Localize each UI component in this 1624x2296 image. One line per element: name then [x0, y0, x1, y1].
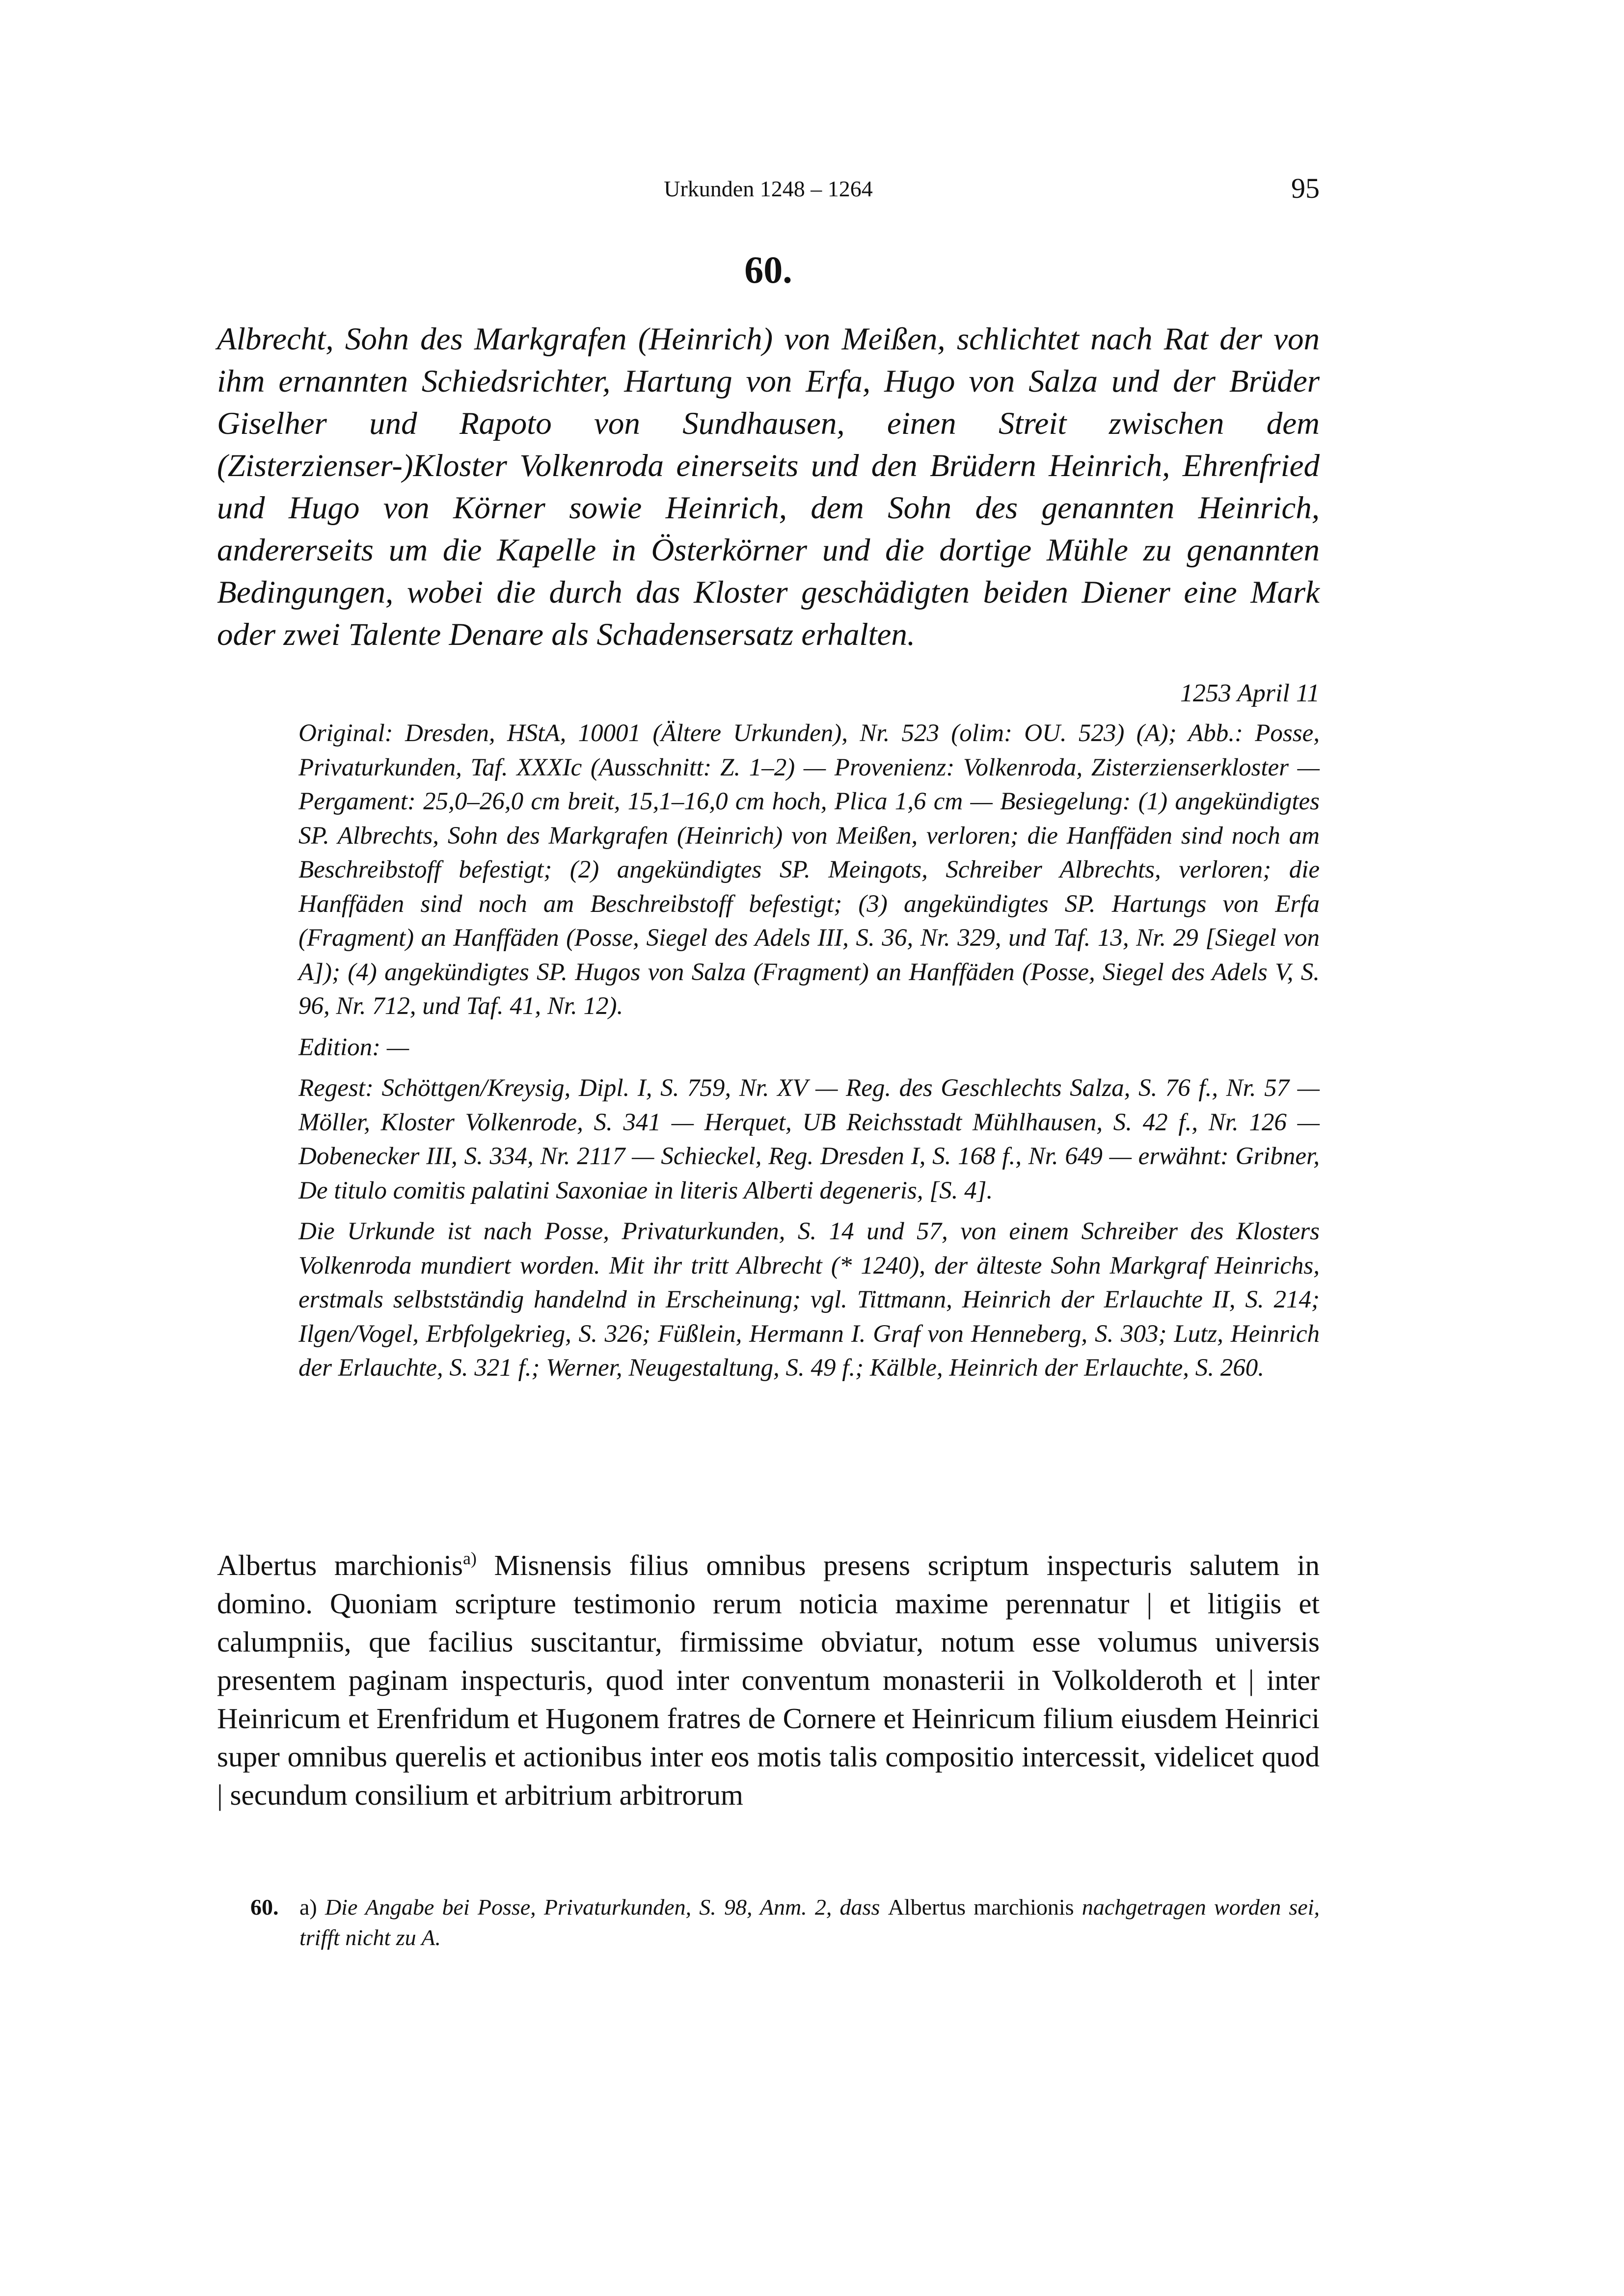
footnote-reference: a): [462, 1548, 477, 1568]
critical-apparatus: [298, 717, 1320, 1392]
charter-text: [217, 1546, 1320, 1814]
footnote-marker: a): [299, 1895, 317, 1920]
footnote-body: [299, 1892, 1320, 1953]
charter-body: Misnensis filius omnibus presens scriptum inspecturis salutem in domino. Quoniam scripture testimonio rerum noticia maxime perennatur | et litigiis et calumpniis, que facilius suscitantur, firmissime obviatur, notum esse volumus universis presentem paginam inspecturis, quod inter conventum monasterii in Volkolderoth et | inter Heinricum et Erenfridum et Hugonem fratres de Cornere et Heinricum filium eiusdem Heinrici super omnibus querelis et actionibus inter eos motis talis compositio intercessit, videlicet quod | secundum consilium et arbitrium arbitrorum: [217, 1549, 1320, 1811]
apparatus-edition: Edition: —: [298, 1033, 409, 1061]
apparatus-regest: Regest: Schöttgen/Kreysig, Dipl. I, S. 759, Nr. XV — Reg. des Geschlechts Salza, S. 76 f., Nr. 57 — Möller, Kloster Volkenrode, S. 341 — Herquet, UB Reichsstadt Mühlhausen, S. 42 f., Nr. 126 — Dobenecker III, S. 334, Nr. 2117 — Schieckel, Reg. Dresden I, S. 168 f., Nr. 649 — erwähnt: Gribner, De titulo comitis palatini Saxoniae in literis Alberti degeneris, [S. 4].: [298, 1074, 1320, 1204]
running-header: [217, 174, 1320, 209]
footnote-text-part1: Die Angabe bei Posse, Privaturkunden, S. 98, Anm. 2, dass: [317, 1895, 888, 1920]
page-number: 95: [1291, 172, 1320, 204]
footnote: [250, 1892, 1320, 1953]
running-title: Urkunden 1248 – 1264: [664, 176, 873, 201]
footnote-quoted-text: Albertus marchionis: [888, 1895, 1074, 1920]
footnote-document-number: 60.: [250, 1895, 279, 1920]
regest-summary: Albrecht, Sohn des Markgrafen (Heinrich) von Meißen, schlichtet nach Rat der von ihm ernannten Schiedsrichter, Hartung von Erfa, Hugo von Salza und der Brüder Giselher und Rapoto von Sundhausen, einen Streit zwischen dem (Zisterzienser-)Kloster Volkenroda einerseits und den Brüdern Heinrich, Ehrenfried und Hugo von Körner sowie Heinrich, dem Sohn des genannten Heinrich, andererseits um die Kapelle in Österkörner und die dortige Mühle zu genannten Bedingungen, wobei die durch das Kloster geschädigten beiden Diener eine Mark oder zwei Talente Denare als Schadensersatz erhalten.: [217, 321, 1320, 652]
charter-opening: Albertus marchionis: [217, 1549, 463, 1581]
document-date: 1253 April 11: [1180, 679, 1320, 707]
document-number: 60.: [744, 248, 792, 291]
apparatus-commentary: Die Urkunde ist nach Posse, Privaturkunden, S. 14 und 57, von einem Schreiber des Klosters Volkenroda mundiert worden. Mit ihr tritt Albrecht (* 1240), der älteste Sohn Markgraf Heinrichs, erstmals selbstständig handelnd in Erscheinung; vgl. Tittmann, Heinrich der Erlauchte II, S. 214; Ilgen/Vogel, Erbfolgekrieg, S. 326; Füßlein, Hermann I. Graf von Henneberg, S. 303; Lutz, Heinrich der Erlauchte, S. 321 f.; Werner, Neugestaltung, S. 49 f.; Kälble, Heinrich der Erlauchte, S. 260.: [298, 1218, 1320, 1382]
footnote-text-part2: nachgetragen worden sei, trifft nicht zu A.: [299, 1895, 1320, 1950]
apparatus-original: Original: Dresden, HStA, 10001 (Ältere Urkunden), Nr. 523 (olim: OU. 523) (A); Abb.: Posse, Privaturkunden, Taf. XXXIc (Ausschnitt: Z. 1–2) — Provenienz: Volkenroda, Zisterzienserkloster — Pergament: 25,0–26,0 cm breit, 15,1–16,0 cm hoch, Plica 1,6 cm — Besiegelung: (1) angekündigtes SP. Albrechts, Sohn des Markgrafen (Heinrich) von Meißen, verloren; die Hanffäden sind noch am Beschreibstoff befestigt; (2) angekündigtes SP. Meingots, Schreiber Albrechts, verloren; die Hanffäden sind noch am Beschreibstoff befestigt; (3) angekündigtes SP. Hartungs von Erfa (Fragment) an Hanffäden (Posse, Siegel des Adels III, S. 36, Nr. 329, und Taf. 13, Nr. 29 [Siegel von A]); (4) angekündigtes SP. Hugos von Salza (Fragment) an Hanffäden (Posse, Siegel des Adels V, S. 96, Nr. 712, und Taf. 41, Nr. 12).: [298, 720, 1320, 1020]
